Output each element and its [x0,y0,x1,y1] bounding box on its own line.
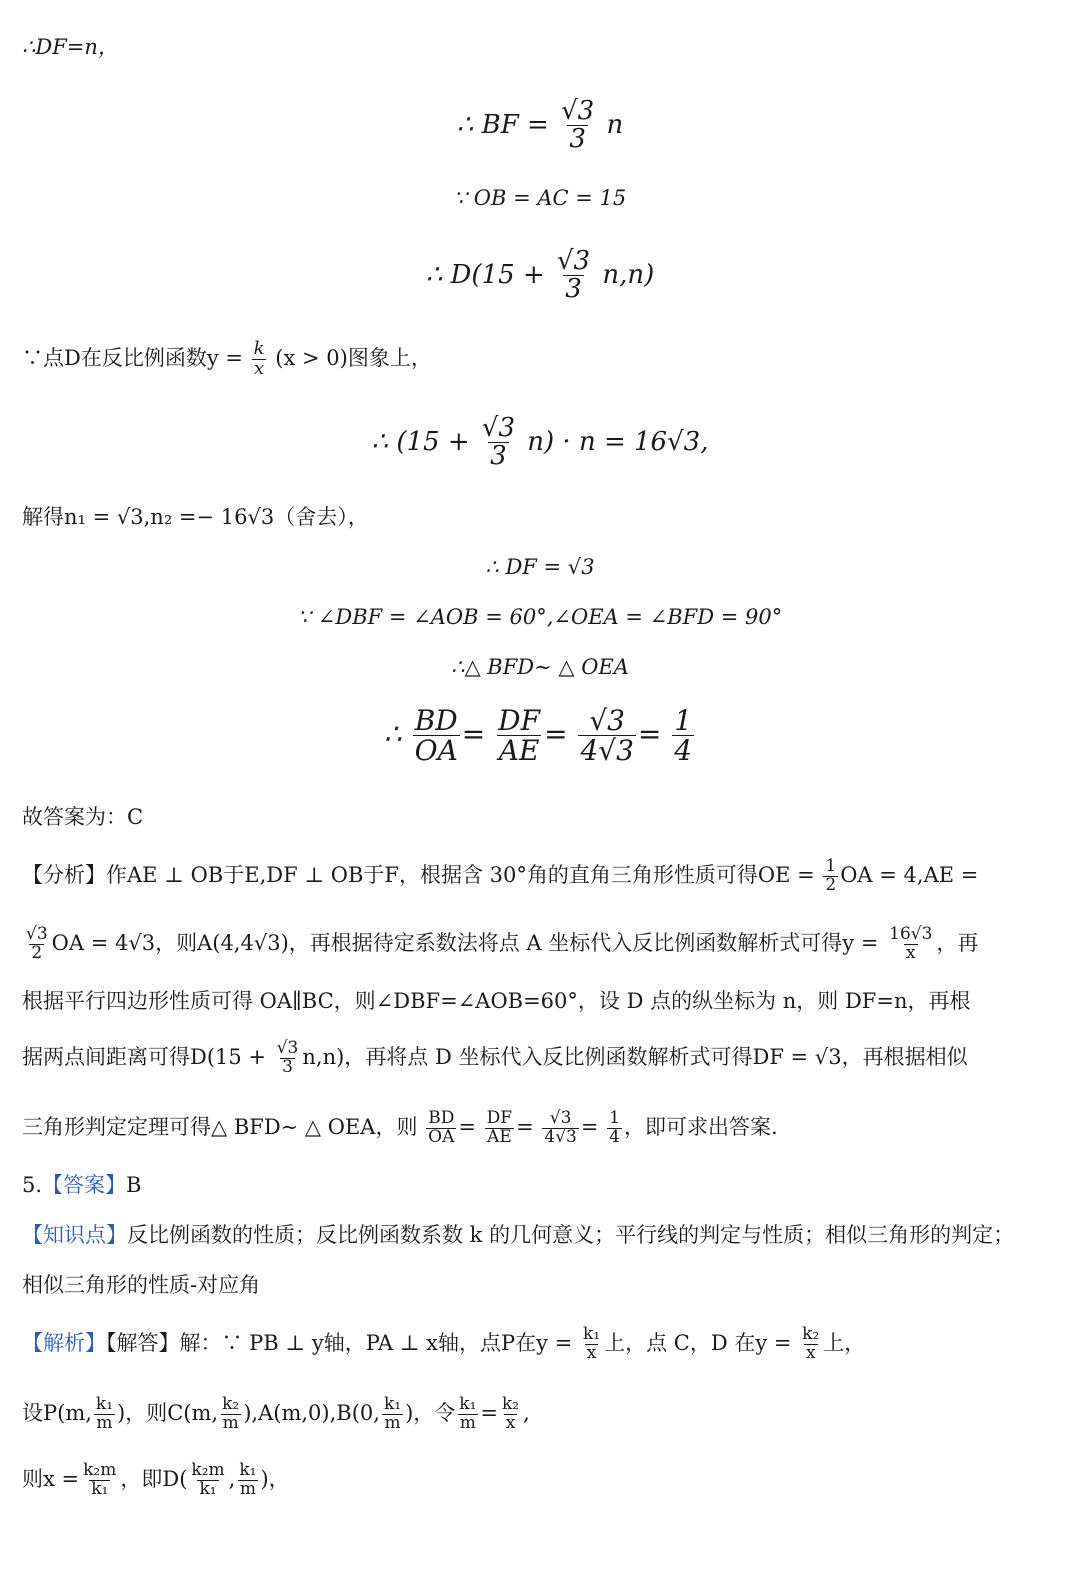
numerator: k₂ [222,1394,240,1414]
denominator: 4√3 [544,1126,577,1147]
denominator: 3 [282,1056,293,1077]
numerator: 1 [674,704,693,737]
analysis-line-1 [22,858,1058,895]
fraction [823,858,838,895]
text-part: , [523,1400,530,1425]
numerator: √3 [549,1108,572,1128]
denominator: m [96,1412,113,1433]
text-part: 上， [823,1330,866,1355]
solution-line-2 [22,1396,1058,1433]
fraction [413,706,460,766]
text-part: 则x = [22,1466,80,1491]
fraction [457,1396,478,1433]
fraction [220,1396,241,1433]
denominator: 3 [569,124,586,155]
fraction [252,340,267,379]
denominator: x [586,1342,597,1363]
fraction [382,1396,403,1433]
solution-line-3 [22,1462,1058,1499]
text-part: ),A(m,0),B(0, [243,1400,380,1425]
denominator: 3 [490,441,507,472]
text-part: OA = 4√3，则A(4,4√3)，再根据待定系数法将点 A 坐标代入反比例函数解析式可得y = [51,930,879,955]
therefore-symbol: ∴ [383,717,402,751]
numerator: 1 [609,1108,620,1128]
numerator: √3 [276,1038,299,1058]
analysis-line-3: 根据平行四边形性质可得 OA∥BC，则∠DBF=∠AOB=60°，设 D 点的纵坐标为 n，则 DF=n，再根 [22,989,971,1013]
answer-value: B [126,1173,142,1197]
knowledge-tag: 【知识点】 [22,1223,127,1247]
denominator: x [905,942,916,963]
text-part: ∵点D在反比例函数y = [22,345,243,370]
denominator: k₁ [199,1478,217,1499]
text-part: 设P(m, [22,1400,92,1425]
numerator: k₁ [459,1394,477,1414]
analysis-line-2 [22,926,1058,963]
text-part: 解：∵ PB ⊥ y轴，PA ⊥ x轴，点P在y = [179,1330,573,1355]
fraction [581,1326,602,1363]
numerator: 16√3 [889,924,933,944]
numerator: k₁ [582,1324,601,1344]
step-df-value: ∴ DF = √3 [485,555,595,579]
text-part: )，令 [405,1400,456,1425]
text-part: ，再 [936,930,979,955]
denominator: m [222,1412,239,1433]
final-answer: 故答案为：C [22,805,144,829]
numerator: k₁ [383,1394,402,1414]
text-part: = [480,1400,498,1425]
numerator: k₂ [502,1394,520,1414]
denominator: 2 [825,874,837,895]
denominator: 2 [31,942,43,963]
step-solve: 解得n₁ = √3,n₂ =− 16√3（舍去）， [22,505,369,529]
step-angles: ∵ ∠DBF = ∠AOB = 60°,∠OEA = ∠BFD = 90° [297,605,783,629]
text-part: ，即可求出答案. [623,1114,778,1139]
numerator: k₁ [95,1394,114,1414]
expr-part: ∴ (15 + [371,426,470,457]
text-part: (x > 0)图象上， [275,345,432,370]
analysis-line-4 [22,1040,1058,1077]
fraction [81,1462,118,1499]
step-bf-lhs: ∴ BF = [456,109,549,140]
question-5-answer [22,1170,1058,1200]
fraction [496,706,542,766]
question-number: 5. [22,1173,43,1197]
denominator: AE [487,1126,512,1147]
expr-part: n) · n = 16√3, [527,426,709,457]
denominator: m [239,1478,256,1499]
fraction [500,1396,521,1433]
fraction [237,1462,258,1499]
fraction [578,706,635,766]
analysis-line-5: 三角形判定定理可得△ BFD∼ △ OEA，则 $\frac{BD}{OA}$ = $\frac{DF}{AE}$ = $\frac{√3}{4√3}$ = $\frac{1}{4}$ ，即可求出答案. [22,1108,778,1147]
denominator: x [254,357,265,379]
denominator: 4 [609,1126,620,1147]
step-bf [0,98,1080,154]
text-part: )， [260,1466,290,1491]
denominator: 3 [565,274,582,305]
fraction [426,1110,456,1147]
numerator: k₂ [802,1324,820,1344]
denominator: x [805,1342,816,1363]
step-d-coord [0,248,1080,304]
step-df-eq-n: ∴DF=n， [22,35,119,59]
numerator: √3 [589,704,625,737]
fraction [189,1462,226,1499]
denominator: m [459,1412,476,1433]
numerator: √3 [556,246,591,276]
analysis-tag: 【解析】 [22,1330,106,1355]
fraction [542,1110,578,1147]
fraction [607,1110,622,1147]
step-point-d-on-curve [22,340,1058,379]
text-part: 作AE ⊥ OB于E,DF ⊥ OB于F，根据含 30°角的直角三角形性质可得OE = [106,862,815,887]
denominator: OA [414,734,458,768]
numerator: √3 [26,924,48,944]
denominator: 4 [674,734,693,768]
text-part: 反比例函数的性质；反比例函数系数 k 的几何意义；平行线的判定与性质；相似三角形的判定； [127,1223,1015,1247]
denominator: 4√3 [580,734,634,768]
expr-part: n,n) [602,259,655,290]
numerator: k₂m [191,1460,225,1480]
fraction [24,926,50,963]
text-part: )，则C(m, [117,1400,219,1425]
step-equation [0,415,1080,471]
text-part: 上，点 C，D 在y = [604,1330,792,1355]
solution-tag: 【解答】 [106,1330,180,1355]
fraction [559,98,596,154]
fraction [485,1110,514,1147]
fraction [275,1040,301,1077]
expr-part: ∴ D(15 + [425,259,545,290]
fraction [800,1326,821,1363]
answer-tag: 【答案】 [42,1173,127,1197]
text-part: , [228,1466,236,1491]
numerator: DF [498,704,541,737]
denominator: OA [428,1126,455,1147]
numerator: k [253,338,265,359]
text-part: 三角形判定定理可得△ BFD∼ △ OEA，则 [22,1114,418,1139]
denominator: AE [498,734,540,768]
solution-line-1 [22,1326,1058,1363]
numerator: 1 [825,856,837,876]
numerator: √3 [561,96,595,126]
step-ratio: ∴ $\frac{BD}{OA}$ = $\frac{DF}{AE}$ = $\frac{√3}{4√3}$ = $\frac{1}{4}$ [383,704,693,768]
knowledge-points-cont: 相似三角形的性质-对应角 [22,1273,261,1297]
fraction [672,706,694,766]
step-bf-rhs: n [606,109,624,140]
fraction [94,1396,115,1433]
step-ob-ac: ∵ OB = AC = 15 [453,186,627,210]
numerator: k₁ [239,1460,257,1480]
fraction [480,415,517,471]
analysis-tag: 【分析】 [22,862,106,887]
text-part: OA = 4,AE = [840,862,979,887]
numerator: BD [428,1108,455,1128]
text-part: 据两点间距离可得D(15 + [22,1044,267,1069]
numerator: √3 [481,413,515,443]
numerator: k₂m [83,1460,117,1480]
fraction [555,248,592,304]
numerator: BD [414,704,458,737]
denominator: x [505,1412,516,1433]
step-similar: ∴△ BFD∼ △ OEA [451,655,629,679]
numerator: DF [486,1108,513,1128]
knowledge-points [22,1220,1058,1250]
fraction [887,926,934,963]
denominator: m [384,1412,401,1433]
text-part: n,n)，再将点 D 坐标代入反比例函数解析式可得DF = √3，再根据相似 [302,1044,968,1069]
text-part: ，即D( [120,1466,188,1491]
denominator: k₁ [91,1478,109,1499]
